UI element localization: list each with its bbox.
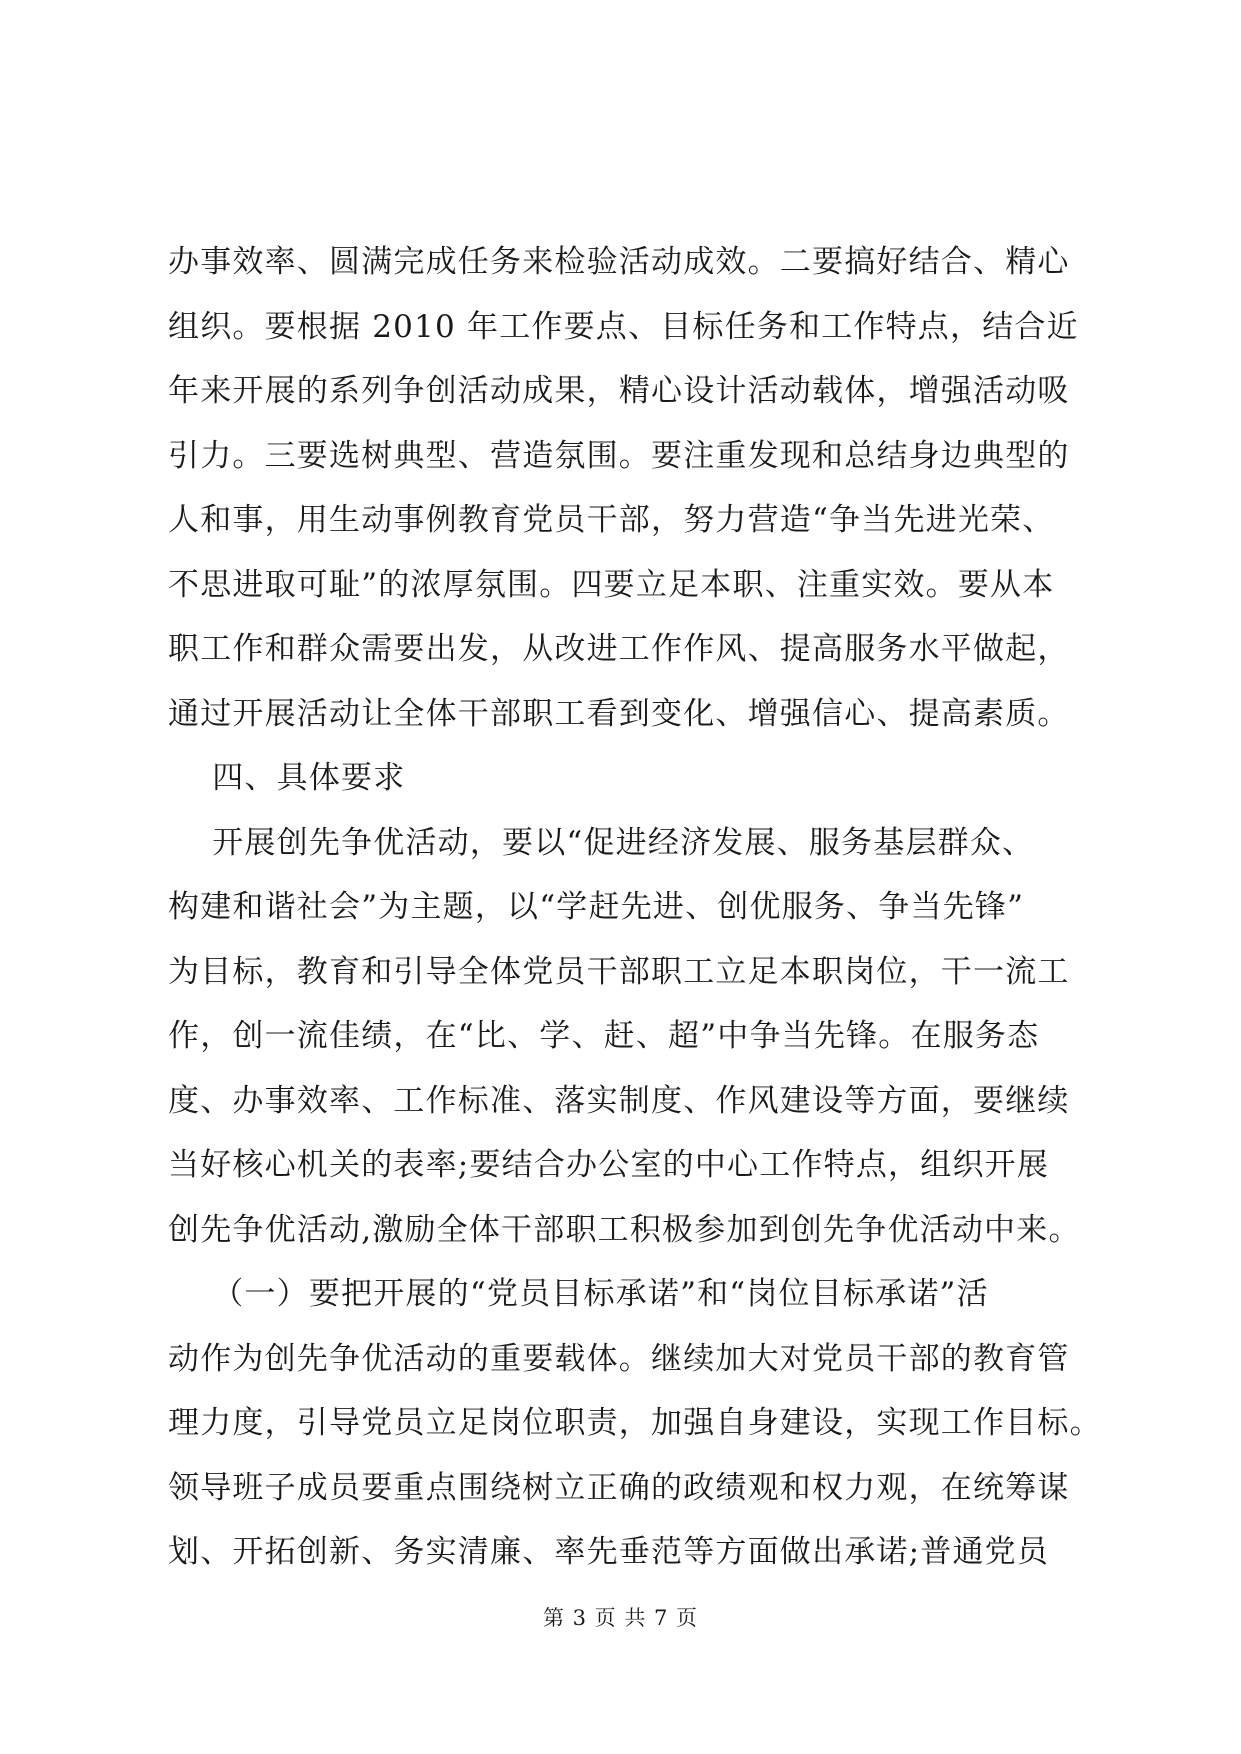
text-line: 办事效率、圆满完成任务来检验活动成效。二要搞好结合、精心 (168, 244, 1070, 280)
text-line: 划、开拓创新、务实清廉、率先垂范等方面做出承诺;普通党员 (168, 1534, 1050, 1570)
text-line: 作，创一流佳绩，在“比、学、赶、超”中争当先锋。在服务态 (168, 1018, 1040, 1054)
text-line: 创先争优活动,激励全体干部职工积极参加到创先争优活动中来。 (168, 1211, 1081, 1248)
text-line: （一）要把开展的“党员目标承诺”和“岗位目标承诺”活 (168, 1276, 989, 1312)
text-line: 度、办事效率、工作标准、落实制度、作风建设等方面，要继续 (168, 1082, 1070, 1119)
text-line: 引力。三要选树典型、营造氛围。要注重发现和总结身边典型的 (168, 437, 1070, 474)
section-heading: 四、具体要求 (168, 760, 406, 796)
text-line: 组织。要根据 2010 年工作要点、目标任务和工作特点，结合近 (168, 308, 1079, 345)
text-line: 领导班子成员要重点围绕树立正确的政绩观和权力观，在统筹谋 (168, 1469, 1070, 1506)
text-line: 职工作和群众需要出发，从改进工作作风、提高服务水平做起， (168, 631, 1070, 667)
text-line: 当好核心机关的表率;要结合办公室的中心工作特点，组织开展 (168, 1147, 1050, 1183)
document-body (168, 230, 1102, 1585)
page-number-footer: 第 3 页 共 7 页 (542, 1606, 699, 1630)
text-line: 动作为创先争优活动的重要载体。继续加大对党员干部的教育管 (168, 1340, 1070, 1377)
text-line: 通过开展活动让全体干部职工看到变化、增强信心、提高素质。 (168, 695, 1070, 732)
text-line: 年来开展的系列争创活动成果，精心设计活动载体，增强活动吸 (168, 373, 1070, 409)
text-line: 开展创先争优活动，要以“促进经济发展、服务基层群众、 (168, 824, 1035, 861)
text-line: 不思进取可耻”的浓厚氛围。四要立足本职、注重实效。要从本 (168, 566, 1055, 603)
text-line: 理力度，引导党员立足岗位职责，加强自身建设，实现工作目标。 (168, 1405, 1102, 1441)
text-line: 人和事，用生动事例教育党员干部，努力营造“争当先进光荣、 (168, 502, 1055, 538)
text-line: 为目标，教育和引导全体党员干部职工立足本职岗位，干一流工 (168, 953, 1070, 990)
text-line: 构建和谐社会”为主题，以“学赶先进、创优服务、争当先锋” (168, 889, 1025, 925)
